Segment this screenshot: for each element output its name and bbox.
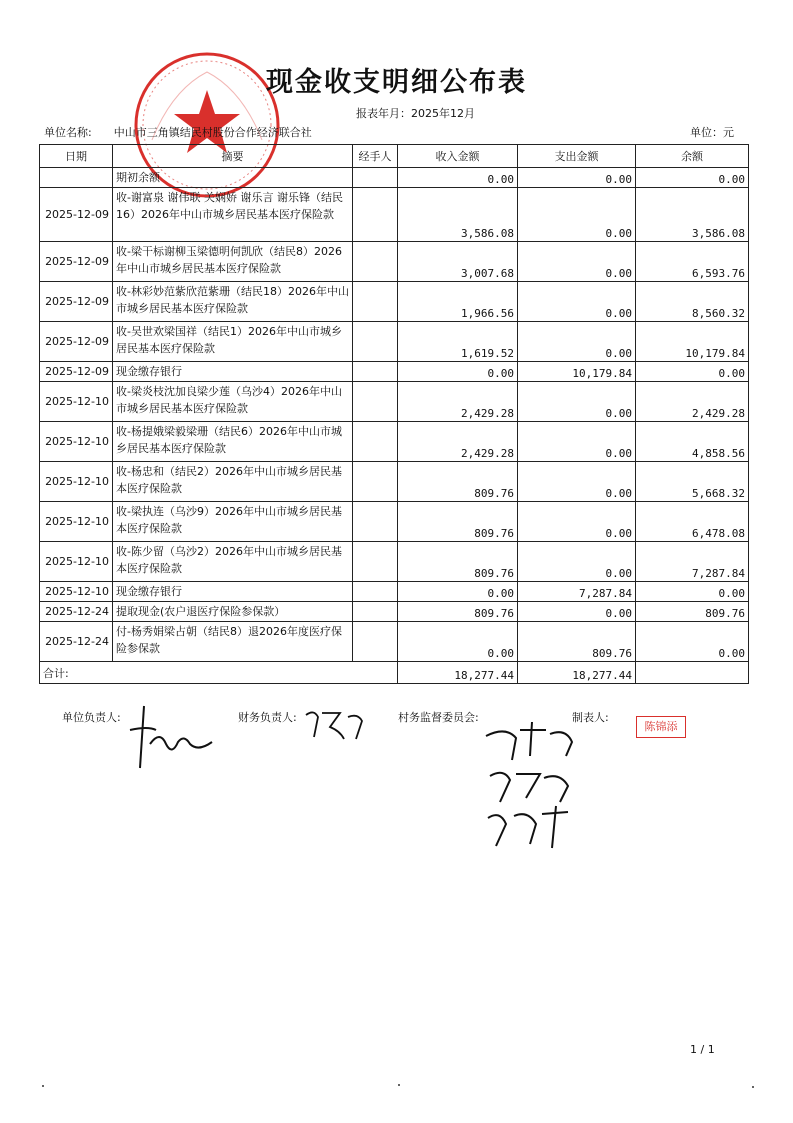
cell-expense: 0.00 xyxy=(518,242,636,282)
table-row xyxy=(40,602,749,622)
cell-date xyxy=(40,168,113,188)
unit-head-label: 单位负责人: xyxy=(62,711,121,724)
table-row xyxy=(40,502,749,542)
report-period: 报表年月：2025年12月 xyxy=(356,107,475,120)
cell-summary: 收-林彩妙范紫欣范紫珊（结民18）2026年中山市城乡居民基本医疗保险款 xyxy=(113,282,353,322)
cell-summary: 收-杨忠和（结民2）2026年中山市城乡居民基本医疗保险款 xyxy=(113,462,353,502)
cell-handler xyxy=(353,322,398,362)
cell-date: 2025-12-24 xyxy=(40,602,113,622)
cell-balance: 0.00 xyxy=(636,622,749,662)
cell-income: 3,586.08 xyxy=(398,188,518,242)
cell-expense: 0.00 xyxy=(518,542,636,582)
unit-name-value: 中山市三角镇结民村股份合作经济联合社 xyxy=(113,126,312,139)
cell-date: 2025-12-09 xyxy=(40,242,113,282)
cell-income: 2,429.28 xyxy=(398,382,518,422)
cell-expense: 0.00 xyxy=(518,462,636,502)
table-row xyxy=(40,282,749,322)
cell-income: 1,619.52 xyxy=(398,322,518,362)
cell-balance: 6,593.76 xyxy=(636,242,749,282)
table-row xyxy=(40,542,749,582)
cell-income: 809.76 xyxy=(398,502,518,542)
header-date: 日期 xyxy=(40,145,113,168)
supervision-signatures xyxy=(476,716,586,856)
header-income: 收入金额 xyxy=(398,145,518,168)
cell-date: 2025-12-09 xyxy=(40,282,113,322)
cell-summary: 提取现金(农户退医疗保险参保款） xyxy=(113,602,353,622)
cell-handler xyxy=(353,168,398,188)
cell-expense: 0.00 xyxy=(518,188,636,242)
cell-date: 2025-12-10 xyxy=(40,422,113,462)
scan-speck xyxy=(42,1085,44,1087)
cell-income: 0.00 xyxy=(398,622,518,662)
cell-summary: 收-梁炎枝沈加良梁少莲（乌沙4）2026年中山市城乡居民基本医疗保险款 xyxy=(113,382,353,422)
cell-balance: 7,287.84 xyxy=(636,542,749,582)
cell-income: 809.76 xyxy=(398,542,518,582)
cell-handler xyxy=(353,242,398,282)
cell-date: 2025-12-10 xyxy=(40,582,113,602)
currency-unit: 单位：元 xyxy=(690,126,734,139)
cell-balance: 4,858.56 xyxy=(636,422,749,462)
cell-summary: 收-梁执连（乌沙9）2026年中山市城乡居民基本医疗保险款 xyxy=(113,502,353,542)
cell-summary: 现金缴存银行 xyxy=(113,582,353,602)
cell-summary: 收-吴世欢梁国祥（结民1）2026年中山市城乡居民基本医疗保险款 xyxy=(113,322,353,362)
table-row xyxy=(40,622,749,662)
cell-balance: 5,668.32 xyxy=(636,462,749,502)
cell-expense: 10,179.84 xyxy=(518,362,636,382)
scan-speck xyxy=(752,1086,754,1088)
cell-balance: 0.00 xyxy=(636,582,749,602)
total-income: 18,277.44 xyxy=(398,662,518,684)
table-row xyxy=(40,168,749,188)
total-balance xyxy=(636,662,749,684)
cell-summary: 付-杨秀娟梁占朝（结民8）退2026年度医疗保险参保款 xyxy=(113,622,353,662)
cell-balance: 0.00 xyxy=(636,362,749,382)
cell-date: 2025-12-09 xyxy=(40,188,113,242)
cell-summary: 现金缴存银行 xyxy=(113,362,353,382)
cell-handler xyxy=(353,542,398,582)
cell-income: 0.00 xyxy=(398,168,518,188)
cell-handler xyxy=(353,422,398,462)
cell-income: 0.00 xyxy=(398,362,518,382)
cell-handler xyxy=(353,362,398,382)
page-title: 现金收支明细公布表 xyxy=(266,67,527,98)
cell-handler xyxy=(353,462,398,502)
cell-date: 2025-12-10 xyxy=(40,382,113,422)
cell-expense: 0.00 xyxy=(518,282,636,322)
cell-handler xyxy=(353,382,398,422)
ledger-table xyxy=(39,144,749,684)
cell-handler xyxy=(353,582,398,602)
page-number: 1 / 1 xyxy=(690,1043,715,1056)
header-balance: 余额 xyxy=(636,145,749,168)
cell-summary: 收-杨提娥梁毅梁珊（结民6）2026年中山市城乡居民基本医疗保险款 xyxy=(113,422,353,462)
cell-balance: 0.00 xyxy=(636,168,749,188)
cell-handler xyxy=(353,502,398,542)
total-expense: 18,277.44 xyxy=(518,662,636,684)
cell-expense: 0.00 xyxy=(518,502,636,542)
cell-date: 2025-12-09 xyxy=(40,362,113,382)
cell-balance: 3,586.08 xyxy=(636,188,749,242)
cell-expense: 809.76 xyxy=(518,622,636,662)
village-supervision-label: 村务监督委员会: xyxy=(398,711,479,724)
scan-speck xyxy=(398,1084,400,1086)
cell-summary: 收-陈少留（乌沙2）2026年中山市城乡居民基本医疗保险款 xyxy=(113,542,353,582)
cell-date: 2025-12-10 xyxy=(40,502,113,542)
cell-balance: 10,179.84 xyxy=(636,322,749,362)
cell-expense: 0.00 xyxy=(518,168,636,188)
cell-summary: 收-谢富泉 谢伟联 关娴娇 谢乐言 谢乐锋（结民16）2026年中山市城乡居民基本医疗保险款 xyxy=(113,188,353,242)
cell-summary: 收-梁干标谢柳玉梁德明何凯欣（结民8）2026年中山市城乡居民基本医疗保险款 xyxy=(113,242,353,282)
cell-expense: 0.00 xyxy=(518,382,636,422)
cell-handler xyxy=(353,622,398,662)
unit-head-signature xyxy=(120,700,220,772)
cell-balance: 8,560.32 xyxy=(636,282,749,322)
cell-date: 2025-12-09 xyxy=(40,322,113,362)
cell-expense: 0.00 xyxy=(518,602,636,622)
unit-name-label: 单位名称: xyxy=(44,126,92,139)
table-row xyxy=(40,382,749,422)
cell-income: 3,007.68 xyxy=(398,242,518,282)
table-row xyxy=(40,462,749,502)
cell-date: 2025-12-10 xyxy=(40,462,113,502)
table-row xyxy=(40,582,749,602)
cell-handler xyxy=(353,282,398,322)
header-summary: 摘要 xyxy=(113,145,353,168)
table-row xyxy=(40,422,749,462)
cell-handler xyxy=(353,188,398,242)
preparer-label: 制表人: xyxy=(572,711,609,724)
cell-summary: 期初余额 xyxy=(113,168,353,188)
header-expense: 支出金额 xyxy=(518,145,636,168)
cell-date: 2025-12-24 xyxy=(40,622,113,662)
table-row xyxy=(40,188,749,242)
cell-balance: 6,478.08 xyxy=(636,502,749,542)
cell-expense: 7,287.84 xyxy=(518,582,636,602)
preparer-stamp: 陈锦添 xyxy=(636,716,686,738)
total-row xyxy=(40,662,749,684)
cell-income: 2,429.28 xyxy=(398,422,518,462)
total-label: 合计: xyxy=(40,662,398,684)
table-row xyxy=(40,242,749,282)
cell-expense: 0.00 xyxy=(518,422,636,462)
header-row xyxy=(40,145,749,168)
finance-head-signature xyxy=(300,705,370,745)
finance-head-label: 财务负责人: xyxy=(238,711,297,724)
table-row xyxy=(40,322,749,362)
cell-balance: 809.76 xyxy=(636,602,749,622)
cell-date: 2025-12-10 xyxy=(40,542,113,582)
cell-income: 809.76 xyxy=(398,462,518,502)
cell-balance: 2,429.28 xyxy=(636,382,749,422)
cell-handler xyxy=(353,602,398,622)
cell-income: 1,966.56 xyxy=(398,282,518,322)
cell-income: 0.00 xyxy=(398,582,518,602)
table-row xyxy=(40,362,749,382)
cell-income: 809.76 xyxy=(398,602,518,622)
cell-expense: 0.00 xyxy=(518,322,636,362)
header-handler: 经手人 xyxy=(353,145,398,168)
unit-name xyxy=(44,124,312,140)
